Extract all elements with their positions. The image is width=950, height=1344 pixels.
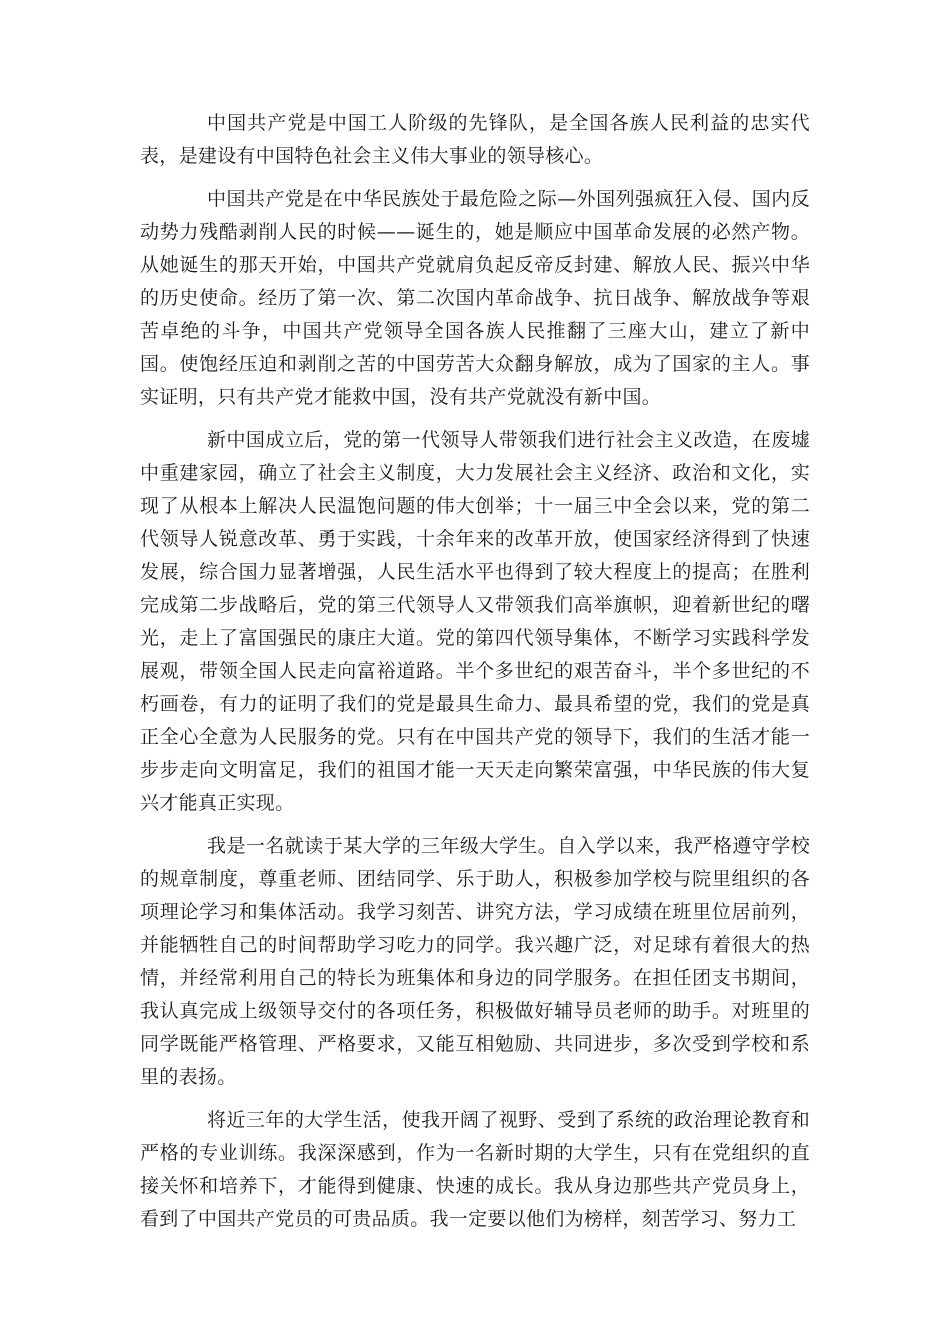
paragraph-3: 新中国成立后，党的第一代领导人带领我们进行社会主义改造，在废墟中重建家园，确立了社会主义制度，大力发展社会主义经济、政治和文化，实现了从根本上解决人民温饱问题的伟大创举；十一届三中全会以来，党的第二代领导人锐意改革、勇于实践，十余年来的改革开放，使国家经济得到了快速发展，综合国力显著增强，人民生活水平也得到了较大程度上的提高；在胜利完成第二步战略后，党的第三代领导人又带领我们高举旗帜，迎着新世纪的曙光，走上了富国强民的康庄大道。党的第四代领导集体，不断学习实践科学发展观，带领全国人民走向富裕道路。半个多世纪的艰苦奋斗，半个多世纪的不朽画卷，有力的证明了我们的党是最具生命力、最具希望的党，我们的党是真正全心全意为人民服务的党。只有在中国共产党的领导下，我们的生活才能一步步走向文明富足，我们的祖国才能一天天走向繁荣富强，中华民族的伟大复兴才能真正实现。 <box>140 429 810 814</box>
paragraph-5: 将近三年的大学生活，使我开阔了视野、受到了系统的政治理论教育和严格的专业训练。我深深感到，作为一名新时期的大学生，只有在党组织的直接关怀和培养下，才能得到健康、快速的成长。我从身边那些共产党员身上，看到了中国共产党员的可贵品质。我一定要以他们为榜样，刻苦学习、努力工 <box>140 1109 810 1230</box>
paragraph-4: 我是一名就读于某大学的三年级大学生。自入学以来，我严格遵守学校的规章制度，尊重老师、团结同学、乐于助人，积极参加学校与院里组织的各项理论学习和集体活动。我学习刻苦、讲究方法，学习成绩在班里位居前列，并能牺牲自己的时间帮助学习吃力的同学。我兴趣广泛，对足球有着很大的热情，并经常利用自己的特长为班集体和身边的同学服务。在担任团支书期间，我认真完成上级领导交付的各项任务，积极做好辅导员老师的助手。对班里的同学既能严格管理、严格要求，又能互相勉励、共同进步，多次受到学校和系里的表扬。 <box>140 835 810 1088</box>
paragraph-2: 中国共产党是在中华民族处于最危险之际—外国列强疯狂入侵、国内反动势力残酷剥削人民的时候——诞生的，她是顺应中国革命发展的必然产物。从她诞生的那天开始，中国共产党就肩负起反帝反封建、解放人民、振兴中华的历史使命。经历了第一次、第二次国内革命战争、抗日战争、解放战争等艰苦卓绝的斗争，中国共产党领导全国各族人民推翻了三座大山，建立了新中国。使饱经压迫和剥削之苦的中国劳苦大众翻身解放，成为了国家的主人。事实证明，只有共产党才能救中国，没有共产党就没有新中国。 <box>140 188 810 408</box>
paragraph-1: 中国共产党是中国工人阶级的先锋队，是全国各族人民利益的忠实代表，是建设有中国特色社会主义伟大事业的领导核心。 <box>140 112 810 167</box>
document-body <box>140 107 810 1246</box>
